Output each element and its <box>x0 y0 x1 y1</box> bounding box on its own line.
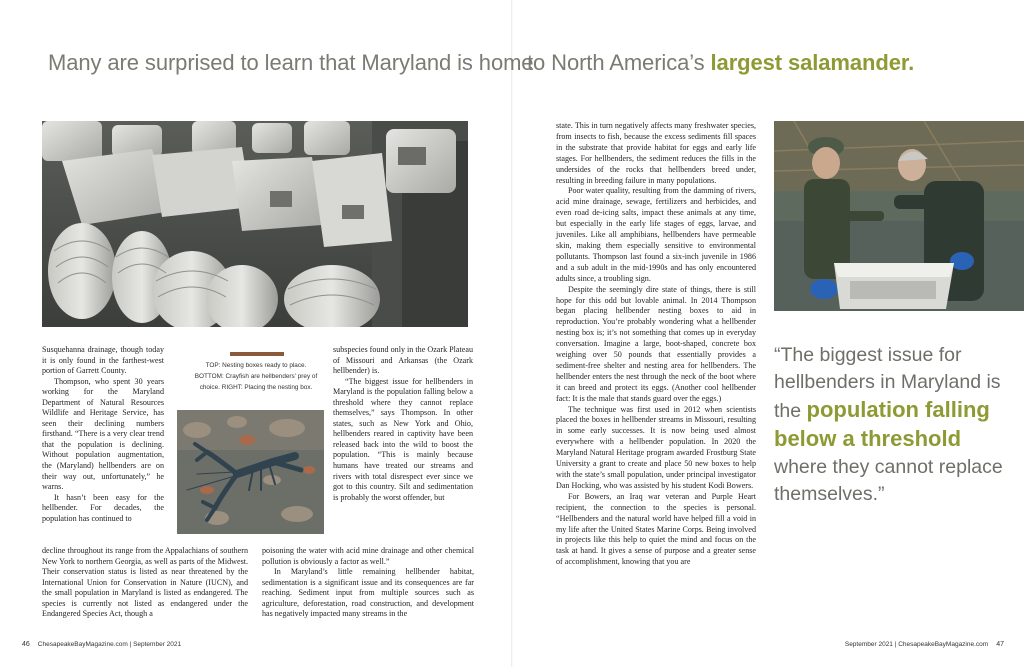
col2-paragraph-4: In Maryland’s little remaining hellbender habitat, sedimentation is a significant issue and its consequences are far reaching. Sediment input from multiple sources such as agriculture, deforestation, road construction, and development has negatively impacted many streams in the <box>262 567 474 619</box>
caption-line-3: choice. RIGHT: Placing the nesting box. <box>199 384 313 391</box>
headline-accent: largest salamander. <box>710 50 915 75</box>
caption-line-1: TOP: Nesting boxes ready to place. <box>205 362 307 369</box>
caption-rule <box>230 352 284 356</box>
column-1-upper <box>42 345 164 524</box>
col3-paragraph-2: Poor water quality, resulting from the damming of rivers, acid mine drainage, sewage, fertilizers and herbicides, and even road de-icing salts, impact these animals at any time, but especially in the early life stages of eggs, larvae, and juveniles. Like all amphibians, hellbenders have permeable skin, making them especially sensitive to environmental pollutants. Thompson last found a six-inch juvenile in 1986 and a sub adult in the mid-1990s and has only encountered adults since, a troubling sign. <box>556 186 756 283</box>
col3-paragraph-3: Despite the seemingly dire state of things, there is still hope for this odd but lovable animal. In 2014 Thompson began placing hellbender nesting boxes to aid in reproduction. You’re probably wondering what a hellbender nesting box is; it’s not something that comes up in everyday conversation. Imagine a large, boot-shaped, concrete box weighing over 50 pounds that essentially provides a sediment-free shelter and nesting area for hellbenders. The hellbender enters the nest through the neck of the boot where it can breed and protect its eggs. (Another cool hellbender fact: It is the male that stands guard over the eggs.) <box>556 284 756 403</box>
col2-paragraph-1: subspecies found only in the Ozark Plateau of Missouri and Arkansas (the Ozark hellbender) is. <box>333 345 473 376</box>
page-number-right: 47 <box>996 641 1004 648</box>
folio-left-text: ChesapeakeBayMagazine.com | September 2021 <box>37 641 182 648</box>
photo-caption <box>176 360 336 393</box>
column-1-lower <box>42 546 248 620</box>
headline-left: Many are surprised to learn that Maryland is home <box>48 50 534 75</box>
col1-paragraph-2: Thompson, who spent 30 years working for the Maryland Department of Natural Resources Wildlife and Heritage Service, has seen their declining numbers firsthand. “There is a very clear trend that the population is declining. Without population augmentation, the (Maryland) hellbenders are on their way out, unfortunately,” he warns. <box>42 376 164 492</box>
pull-quote <box>774 342 1014 508</box>
column-3 <box>556 121 756 568</box>
page-number-left: 46 <box>22 641 30 648</box>
folio-left <box>22 641 181 648</box>
pull-quote-highlight: population falling below a threshold <box>774 397 990 451</box>
col2-paragraph-3: poisoning the water with acid mine drainage and other chemical pollution is obviously a factor as well.” <box>262 546 474 566</box>
col1-paragraph-3: It hasn’t been easy for the hellbender. For decades, the population has continued to <box>42 492 164 523</box>
folio-right <box>845 641 1004 648</box>
crayfish-photo <box>177 410 324 534</box>
col3-paragraph-5: For Bowers, an Iraq war veteran and Purple Heart recipient, the connection to the species is personal. “Hellbenders and the natural world have helped fill a void in my life after the United States Marine Corps. Being involved in projects like this help to quiet the mind and focus on the task at hand. It gives a sense of purpose and a greater sense of accomplishment, knowing that you are <box>556 491 756 567</box>
nesting-boxes-photo <box>42 121 468 327</box>
col1-paragraph-1: Susquehanna drainage, though today it is only found in the farthest-west portion of Garrett County. <box>42 345 164 376</box>
pull-quote-tail: where they cannot replace themselves.” <box>774 456 1003 505</box>
col2-paragraph-2: “The biggest issue for hellbenders in Maryland is the population falling below a threshold where they cannot replace themselves,” says Thompson. In other states, such as New York and Ohio, hellbenders reared in captivity have been released back into the wild to boost the population. “This is mainly because humans have treated our streams and rivers with total disrespect ever since we got to this country. Silt and sedimentation is probably the worst offender, but <box>333 376 473 502</box>
column-2-upper <box>333 345 473 503</box>
pull-quote-lead: “The biggest issue for hellbenders in Maryland is the <box>774 344 1001 422</box>
headline-right-lead: to North America’s <box>527 50 711 75</box>
spread-gutter <box>511 0 513 667</box>
folio-right-text: September 2021 | ChesapeakeBayMagazine.com <box>844 641 989 648</box>
col3-paragraph-1: state. This in turn negatively affects many freshwater species, from insects to fish, because the excess sediments fill spaces in the substrate that provide habitat for eggs and early life stages. For hellbenders, the sediment reduces the fills in the undersides of the rocks that hellbenders breed under, resulting in breeding failure in many populations. <box>556 121 756 185</box>
column-2-lower <box>262 546 474 620</box>
caption-line-2: BOTTOM: Crayfish are hellbenders’ prey of <box>194 373 318 380</box>
col3-paragraph-4: The technique was first used in 2012 when scientists placed the boxes in hellbender streams in Missouri, resulting in some early successes. It is now being used almost everywhere with a hellbender population. In 2020 the Maryland Natural Heritage program awarded Frostburg State University a grant to create and place 50 new boxes to help with the state’s small population, under principal investigator Dan Hocking, who was assisted by his student Kodi Bowers. <box>556 404 756 490</box>
col1-paragraph-4: decline throughout its range from the Appalachians of southern New York to northern Georgia, as well as parts of the Midwest. Their conservation status is listed as near threatened by the International Union for Conservation in Nature (IUCN), and the small population in Maryland is listed as endangered. The species is currently not listed as endangered under the Endangered Species Act, though a <box>42 546 248 619</box>
placing-box-photo <box>774 121 1024 311</box>
headline-right <box>527 50 914 76</box>
